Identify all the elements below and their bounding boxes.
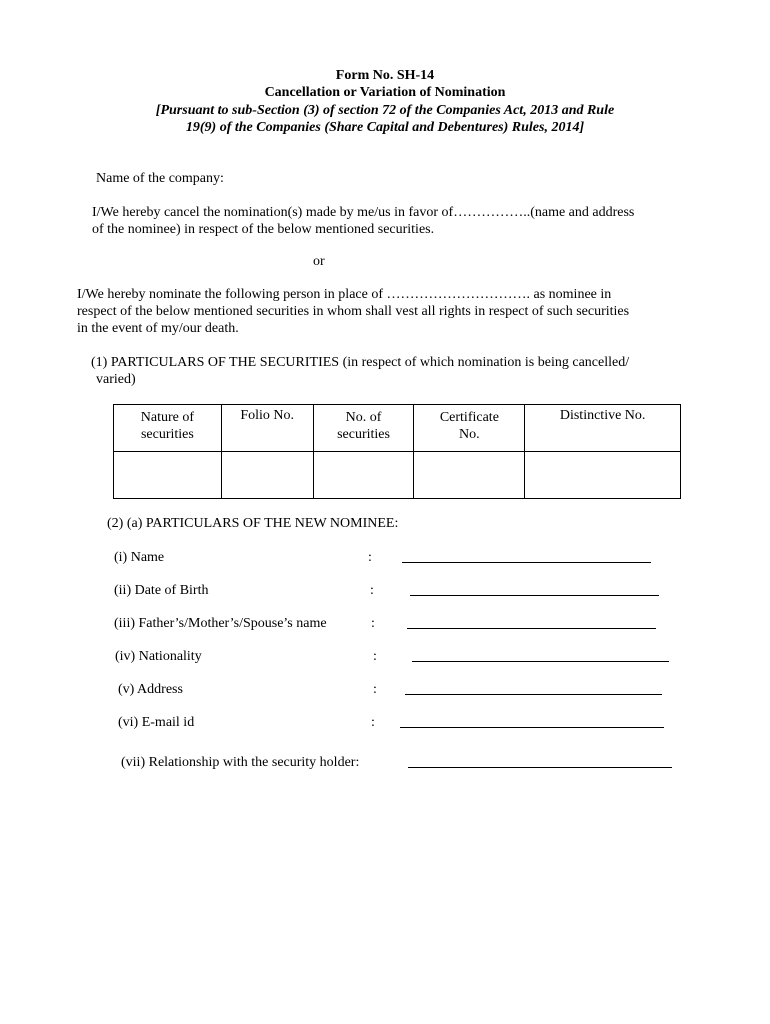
section1-heading-line1: (1) PARTICULARS OF THE SECURITIES (in respect of which nomination is being cancelled/ [91, 355, 630, 370]
field-dob-line[interactable] [410, 595, 659, 596]
or-separator: or [313, 254, 325, 269]
table-row [114, 452, 681, 499]
nominate-paragraph-line1: I/We hereby nominate the following person in place of …………………………. as nominee in [77, 287, 612, 302]
field-guardian-label: (iii) Father’s/Mother’s/Spouse’s name [114, 616, 327, 631]
col-header-nature: Nature of securities [114, 405, 222, 452]
field-guardian-colon: : [371, 616, 375, 631]
col-header-certificate: Certificate No. [414, 405, 525, 452]
field-nationality-label: (iv) Nationality [115, 649, 202, 664]
field-dob-label: (ii) Date of Birth [114, 583, 209, 598]
col-header-no-of-securities: No. of securities [313, 405, 414, 452]
cell-folio-input[interactable] [221, 452, 313, 499]
cell-certificate-input[interactable] [414, 452, 525, 499]
cell-distinctive-input[interactable] [525, 452, 681, 499]
col-header-folio: Folio No. [221, 405, 313, 452]
section2-heading: (2) (a) PARTICULARS OF THE NEW NOMINEE: [107, 516, 399, 531]
field-email-label: (vi) E-mail id [118, 715, 195, 730]
field-guardian-line[interactable] [407, 628, 656, 629]
field-nationality-line[interactable] [412, 661, 669, 662]
cell-no-of-securities-input[interactable] [313, 452, 414, 499]
field-address-line[interactable] [405, 694, 662, 695]
field-address-colon: : [373, 682, 377, 697]
field-name-line[interactable] [402, 562, 651, 563]
company-name-label: Name of the company: [96, 171, 224, 186]
form-title: Cancellation or Variation of Nomination [264, 85, 506, 100]
form-subtitle-line2: 19(9) of the Companies (Share Capital and Debentures) Rules, 2014] [185, 120, 585, 135]
field-relationship-label: (vii) Relationship with the security holder: [121, 755, 360, 770]
nominate-paragraph-line2: respect of the below mentioned securities in whom shall vest all rights in respect of such securities [77, 304, 630, 319]
cell-nature-input[interactable] [114, 452, 222, 499]
cancel-paragraph-line2: of the nominee) in respect of the below mentioned securities. [92, 222, 435, 237]
cancel-paragraph-line1: I/We hereby cancel the nomination(s) made by me/us in favor of……………..(name and address [92, 205, 635, 220]
field-address-label: (v) Address [118, 682, 183, 697]
form-number: Form No. SH-14 [335, 68, 435, 83]
securities-table [113, 404, 681, 499]
field-name-colon: : [368, 550, 372, 565]
col-header-distinctive: Distinctive No. [525, 405, 681, 452]
nominate-paragraph-line3: in the event of my/our death. [77, 321, 239, 336]
field-email-colon: : [371, 715, 375, 730]
form-subtitle-line1: [Pursuant to sub-Section (3) of section 72 of the Companies Act, 2013 and Rule [155, 103, 615, 118]
field-email-line[interactable] [400, 727, 664, 728]
field-name-label: (i) Name [114, 550, 165, 565]
field-relationship-line[interactable] [408, 767, 672, 768]
table-header-row [114, 405, 681, 452]
field-dob-colon: : [370, 583, 374, 598]
section1-heading-line2: varied) [96, 372, 136, 387]
field-nationality-colon: : [373, 649, 377, 664]
